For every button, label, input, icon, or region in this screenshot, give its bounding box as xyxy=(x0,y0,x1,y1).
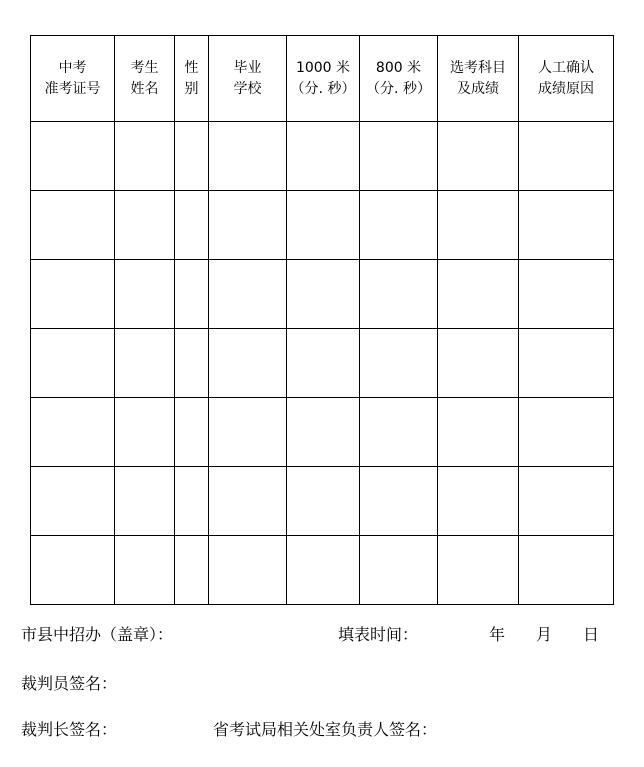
table-cell[interactable] xyxy=(438,191,519,260)
table-row xyxy=(31,329,614,398)
header-1000m: 1000 米 （分. 秒） xyxy=(287,36,360,122)
table-row xyxy=(31,191,614,260)
office-seal-label: 市县中招办（盖章）： xyxy=(21,625,174,644)
table-cell[interactable] xyxy=(175,122,209,191)
table-cell[interactable] xyxy=(360,122,438,191)
table-cell[interactable] xyxy=(209,260,287,329)
table-cell[interactable] xyxy=(438,260,519,329)
chief-referee-sign-label: 裁判长签名： xyxy=(21,720,118,739)
day-label: 日 xyxy=(583,625,600,644)
table-cell[interactable] xyxy=(31,260,115,329)
table-cell[interactable] xyxy=(438,329,519,398)
fill-time-label: 填表时间： xyxy=(338,625,419,644)
table-cell[interactable] xyxy=(360,398,438,467)
table-cell[interactable] xyxy=(519,329,614,398)
table-cell[interactable] xyxy=(287,536,360,605)
table-cell[interactable] xyxy=(360,191,438,260)
table-cell[interactable] xyxy=(115,329,175,398)
table-row xyxy=(31,467,614,536)
table-row xyxy=(31,536,614,605)
table-cell[interactable] xyxy=(175,329,209,398)
table-cell[interactable] xyxy=(31,398,115,467)
table-cell[interactable] xyxy=(115,122,175,191)
table-cell[interactable] xyxy=(519,398,614,467)
table-cell[interactable] xyxy=(287,398,360,467)
table-cell[interactable] xyxy=(175,260,209,329)
office-seal-line xyxy=(21,622,173,645)
table-cell[interactable] xyxy=(438,467,519,536)
header-gender: 性 别 xyxy=(175,36,209,122)
table-cell[interactable] xyxy=(360,467,438,536)
header-school: 毕业 学校 xyxy=(209,36,287,122)
table-cell[interactable] xyxy=(519,536,614,605)
table-cell[interactable] xyxy=(175,467,209,536)
table-cell[interactable] xyxy=(360,536,438,605)
table-cell[interactable] xyxy=(115,260,175,329)
table-cell[interactable] xyxy=(360,329,438,398)
header-elective: 选考科目 及成绩 xyxy=(438,36,519,122)
header-manual-confirm: 人工确认 成绩原因 xyxy=(519,36,614,122)
year-label: 年 xyxy=(489,625,506,644)
table-cell[interactable] xyxy=(287,191,360,260)
table-cell[interactable] xyxy=(31,122,115,191)
table-cell[interactable] xyxy=(438,536,519,605)
table-row xyxy=(31,398,614,467)
chief-referee-sign-line xyxy=(21,717,117,740)
table-cell[interactable] xyxy=(115,191,175,260)
header-800m: 800 米 （分. 秒） xyxy=(360,36,438,122)
referee-sign-line xyxy=(21,671,117,694)
table-cell[interactable] xyxy=(519,467,614,536)
bureau-sign-label: 省考试局相关处室负责人签名： xyxy=(213,720,438,739)
table-row xyxy=(31,260,614,329)
table-cell[interactable] xyxy=(360,260,438,329)
table-row xyxy=(31,122,614,191)
table-cell[interactable] xyxy=(31,191,115,260)
table-cell[interactable] xyxy=(287,329,360,398)
table-cell[interactable] xyxy=(175,191,209,260)
table-cell[interactable] xyxy=(175,536,209,605)
table-cell[interactable] xyxy=(175,398,209,467)
table-cell[interactable] xyxy=(287,467,360,536)
table-cell[interactable] xyxy=(519,191,614,260)
table-cell[interactable] xyxy=(438,122,519,191)
table-cell[interactable] xyxy=(519,260,614,329)
table-cell[interactable] xyxy=(519,122,614,191)
table-header-row xyxy=(31,36,614,122)
score-table xyxy=(30,35,614,605)
month-label: 月 xyxy=(536,625,553,644)
table-cell[interactable] xyxy=(209,122,287,191)
table-cell[interactable] xyxy=(438,398,519,467)
table-cell[interactable] xyxy=(115,536,175,605)
table-cell[interactable] xyxy=(209,467,287,536)
table-cell[interactable] xyxy=(31,329,115,398)
table-cell[interactable] xyxy=(115,467,175,536)
table-cell[interactable] xyxy=(209,329,287,398)
table-cell[interactable] xyxy=(115,398,175,467)
table-cell[interactable] xyxy=(209,398,287,467)
table-cell[interactable] xyxy=(209,191,287,260)
table-cell[interactable] xyxy=(209,536,287,605)
table-cell[interactable] xyxy=(287,260,360,329)
table-cell[interactable] xyxy=(31,467,115,536)
header-exam-id: 中考 准考证号 xyxy=(31,36,115,122)
referee-sign-label: 裁判员签名： xyxy=(21,674,118,693)
table-cell[interactable] xyxy=(287,122,360,191)
header-student-name: 考生 姓名 xyxy=(115,36,175,122)
table-cell[interactable] xyxy=(31,536,115,605)
